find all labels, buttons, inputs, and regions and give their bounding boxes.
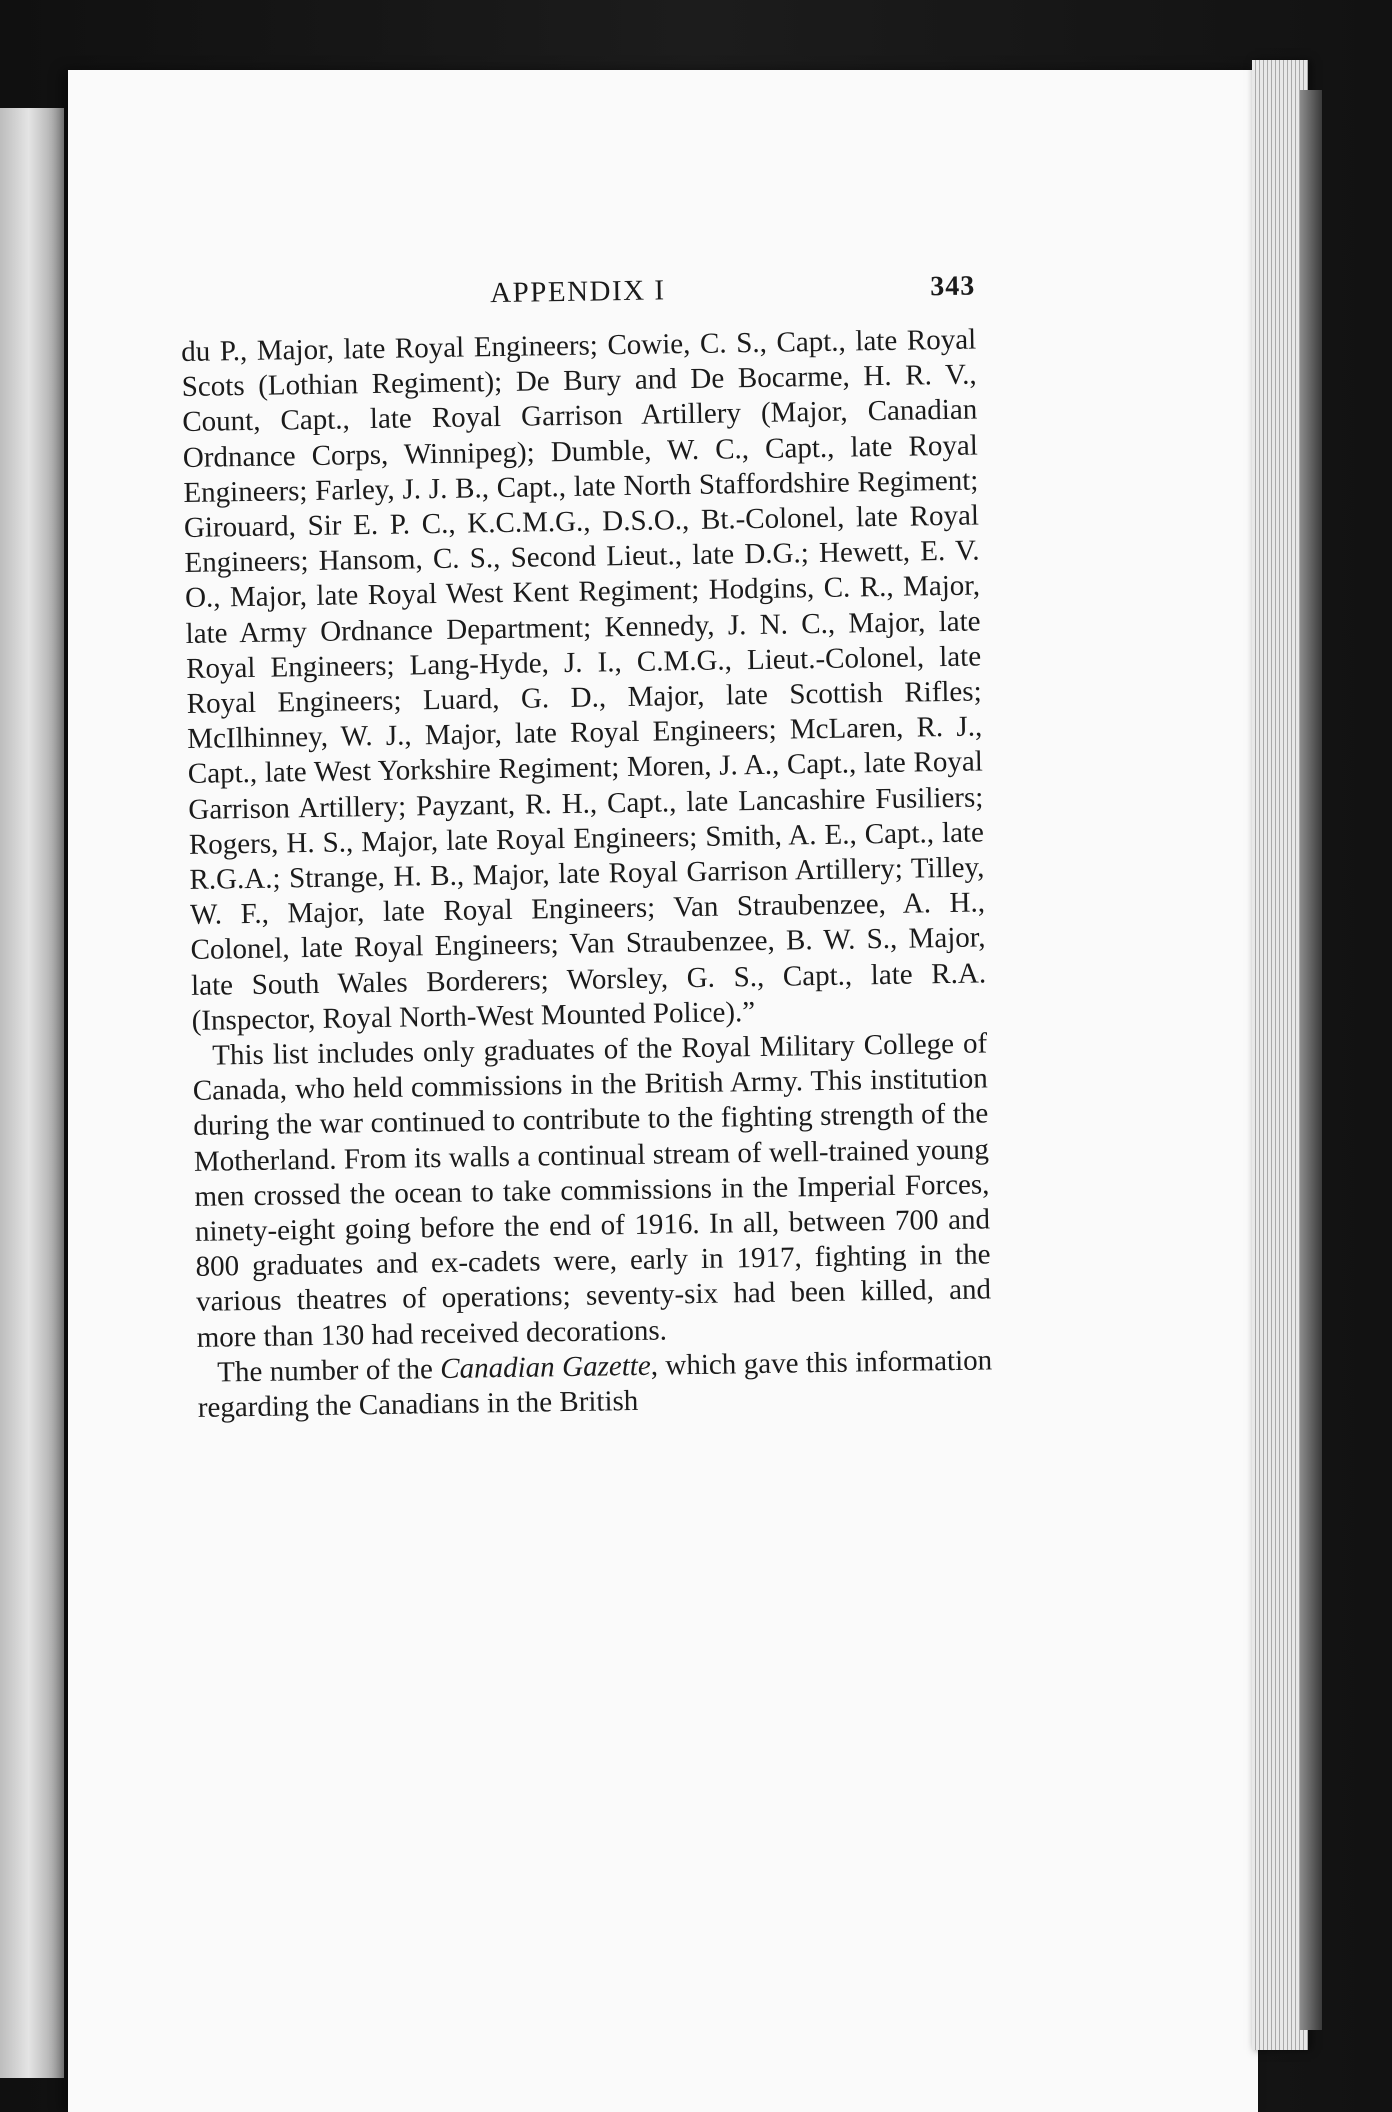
running-head [180, 263, 976, 335]
paragraph-text-end: , which gave this information regarding the Canadians in the British [197, 1344, 993, 1424]
paragraph-text-start: The number of the [216, 1352, 441, 1389]
page-number: 343 [930, 270, 976, 303]
running-head-title: APPENDIX I [489, 274, 666, 310]
paragraph-canadian-gazette [197, 1343, 993, 1426]
page-stack-shadow [1300, 90, 1322, 2030]
previous-page-edge [0, 108, 64, 2078]
paragraph-rmc-graduates: This list includes only graduates of the Royal Military College of Canada, who held commissions in the British Army. This institution during the war continued to contribute to the fighting strength of the Motherland. From its walls a continual stream of well-trained young men crossed the ocean to take commissions in the Imperial Forces, ninety-eight going before the end of 1916. In all, between 700 and 800 graduates and ex-cadets were, early in 1917, fighting in the various theatres of operations; seventy-six had been killed, and more than 130 had received decorations. [192, 1027, 992, 1354]
paragraph-officer-list: du P., Major, late Royal Engineers; Cowie, C. S., Capt., late Royal Scots (Lothian Regiment); De Bury and De Bocarme, H. R. V., Count, Capt., late Royal Garrison Artillery (Major, Canadian Ordnance Corps, Winnipeg); Dumble, W. C., Capt., late Royal Engineers; Farley, J. J. B., Capt., late North Staffordshire Regiment; Girouard, Sir E. P. C., K.C.M.G., D.S.O., Bt.-Colonel, late Royal Engineers; Hansom, C. S., Second Lieut., late D.G.; Hewett, E. V. O., Major, late Royal West Kent Regiment; Hodgins, C. R., Major, late Army Ordnance Department; Kennedy, J. N. C., Major, late Royal Engineers; Lang-Hyde, J. I., C.M.G., Lieut.-Colonel, late Royal Engineers; Luard, G. D., Major, late Scottish Rifles; McIlhinney, W. J., Major, late Royal Engineers; McLaren, R. J., Capt., late West Yorkshire Regiment; Moren, J. A., Capt., late Royal Garrison Artillery; Payzant, R. H., Capt., late Lancashire Fusiliers; Rogers, H. S., Major, late Royal Engineers; Smith, A. E., Capt., late R.G.A.; Strange, H. B., Major, late Royal Garrison Artillery; Tilley, W. F., Major, late Royal Engineers; Van Straubenzee, A. H., Colonel, late Royal Engineers; Van Straubenzee, B. W. S., Major, late South Wales Borderers; Worsley, G. S., Capt., late R.A. (Inspector, Royal North-West Mounted Police).” [180, 323, 987, 1037]
publication-title: Canadian Gazette [440, 1349, 651, 1385]
page-text-block [180, 263, 993, 1427]
